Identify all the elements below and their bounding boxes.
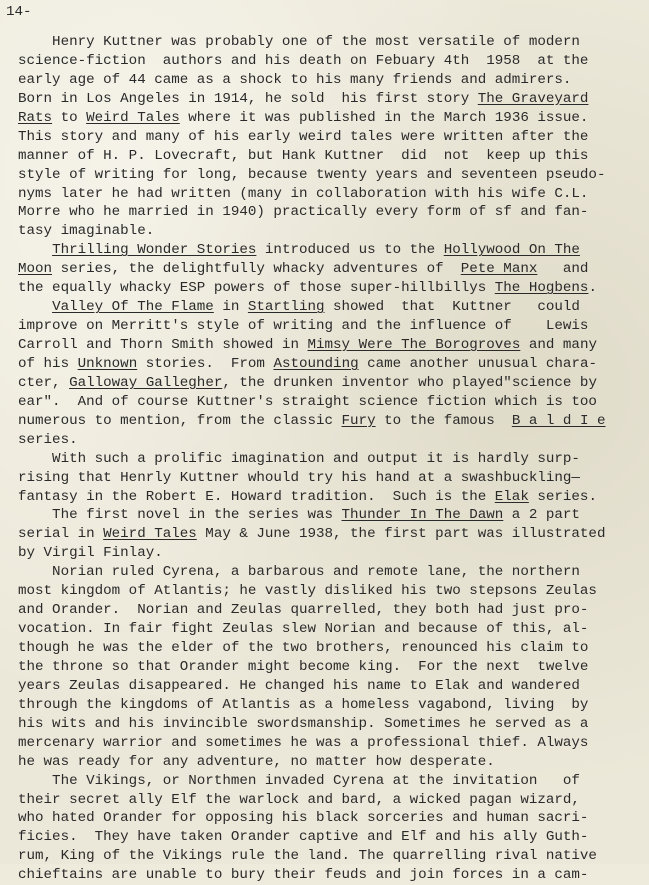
text-line: by Virgil Finlay. — [18, 545, 163, 562]
text-line: he was ready for any adventure, no matter how desperate. — [18, 753, 495, 770]
text-line: though he was the elder of the two brothers, renounced his claim to — [18, 640, 589, 656]
text-line: their secret ally Elf the warlock and bard, a wicked pagan wizard, — [18, 791, 580, 808]
page-number: 14- — [6, 4, 32, 20]
text-line: the equally whacky ESP powers of those super-hillbillys The Hogbens. — [18, 280, 597, 297]
underlined-title: Astounding — [273, 355, 359, 372]
text-line: The first novel in the series was Thunder In The Dawn a 2 part — [18, 507, 580, 524]
text-line: With such a prolific imagination and output it is hardly surp- — [18, 450, 580, 467]
text-line: fantasy in the Robert E. Howard tradition. Such is the Elak series. — [18, 488, 597, 505]
text-line: Thrilling Wonder Stories introduced us to the Hollywood On The — [52, 242, 580, 259]
text-line: tasy imaginable. — [18, 223, 155, 240]
text-line: Henry Kuttner was probably one of the most versatile of modern — [18, 34, 580, 50]
text-line: series. — [18, 431, 78, 448]
text-line: ear". And of course Kuttner's straight science fiction which is too — [18, 393, 597, 410]
text-line: style of writing for long, because twenty years and seventeen pseudo- — [18, 166, 606, 183]
underlined-title: Galloway Gallegher — [69, 374, 223, 391]
underlined-title: Mimsy Were The Borogroves — [307, 337, 521, 353]
text-line: Norian ruled Cyrena, a barbarous and remote lane, the northern — [18, 564, 580, 581]
text-line: science-fiction authors and his death on Febuary 4th 1958 at the — [18, 52, 589, 69]
text-line: improve on Merritt's style of writing and the influence of Lewis — [18, 318, 589, 335]
text-line: Valley Of The Flame in Startling showed that Kuttner could — [52, 299, 580, 316]
text-line: This story and many of his early weird tales were written after the — [18, 128, 589, 145]
underlined-title: Thrilling Wonder Stories — [52, 242, 257, 259]
text-line: chieftains are unable to bury their feuds and join forces in a cam- — [18, 867, 589, 884]
text-line: years Zeulas disappeared. He changed his name to Elak and wandered — [18, 677, 580, 694]
underlined-title: Thunder In The Dawn — [341, 507, 504, 524]
underlined-title: The Graveyard — [477, 90, 589, 107]
underlined-title: B a l d I e — [511, 412, 606, 429]
text-line: through the kingdoms of Atlantis as a homeless vagabond, living by — [18, 696, 589, 713]
text-line: Moon series, the delightfully whacky adventures of Pete Manx and — [18, 261, 589, 278]
text-line: who hated Orander for opposing his black sorceries and human sacri- — [18, 810, 589, 827]
text-line: his wits and his invincible swordsmanship. Sometimes he served as a — [18, 715, 589, 732]
text-line: serial in Weird Tales May & June 1938, the first part was illustrated — [18, 526, 606, 543]
text-line: Morre who he married in 1940) practically every form of sf and fan- — [18, 204, 589, 221]
underlined-title: Weird Tales — [103, 526, 197, 543]
underlined-title: Unknown — [77, 355, 138, 372]
text-line: The Vikings, or Northmen invaded Cyrena at the invitation of — [18, 772, 580, 789]
underlined-title: The Hogbens — [494, 280, 589, 297]
underlined-title: Startling — [247, 299, 325, 316]
article-body — [18, 33, 638, 885]
text-line: cter, Galloway Gallegher, the drunken inventor who played"science by — [18, 374, 597, 391]
underlined-title: Moon — [18, 261, 53, 278]
text-line: early age of 44 came as a shock to his many friends and admirers. — [18, 71, 572, 88]
text-line: rum, King of the Vikings rule the land. The quarrelling rival native — [18, 848, 597, 865]
underlined-title: Valley Of The Flame — [52, 299, 214, 316]
text-line: of his Unknown stories. From Astounding came another unusual chara- — [18, 355, 597, 372]
text-line: Born in Los Angeles in 1914, he sold his first story The Graveyard — [18, 90, 589, 107]
underlined-title: Hollywood On The — [443, 242, 580, 259]
underlined-title: Rats — [18, 109, 53, 126]
underlined-title: Elak — [494, 488, 529, 505]
text-line: mercenary warrior and sometimes he was a professional thief. Always — [18, 734, 589, 751]
text-line: Carroll and Thorn Smith showed in Mimsy Were The Borogroves and many — [18, 337, 597, 353]
text-line: most kingdom of Atlantis; he vastly disliked his two stepsons Zeulas — [18, 583, 597, 600]
text-line: Rats to Weird Tales where it was published in the March 1936 issue. — [18, 109, 589, 126]
text-line: rising that Henrly Kuttner whould try his hand at a swashbuckling— — [18, 469, 580, 486]
text-line: manner of H. P. Lovecraft, but Hank Kuttner did not keep up this — [18, 147, 589, 164]
text-line: ficies. They have taken Orander captive and Elf and his ally Guth- — [18, 829, 589, 846]
underlined-title: Weird Tales — [86, 109, 180, 126]
text-line: vocation. In fair fight Zeulas slew Norian and because of this, al- — [18, 621, 589, 638]
text-line: numerous to mention, from the classic Fury to the famous B a l d I e — [18, 412, 606, 429]
underlined-title: Fury — [341, 412, 376, 429]
text-line: and Orander. Norian and Zeulas quarrelled, they both had just pro- — [18, 602, 589, 619]
text-line: the throne so that Orander might become king. For the next twelve — [18, 658, 589, 675]
text-line: nyms later he had written (many in collaboration with his wife C.L. — [18, 185, 589, 202]
underlined-title: Pete Manx — [460, 261, 538, 278]
